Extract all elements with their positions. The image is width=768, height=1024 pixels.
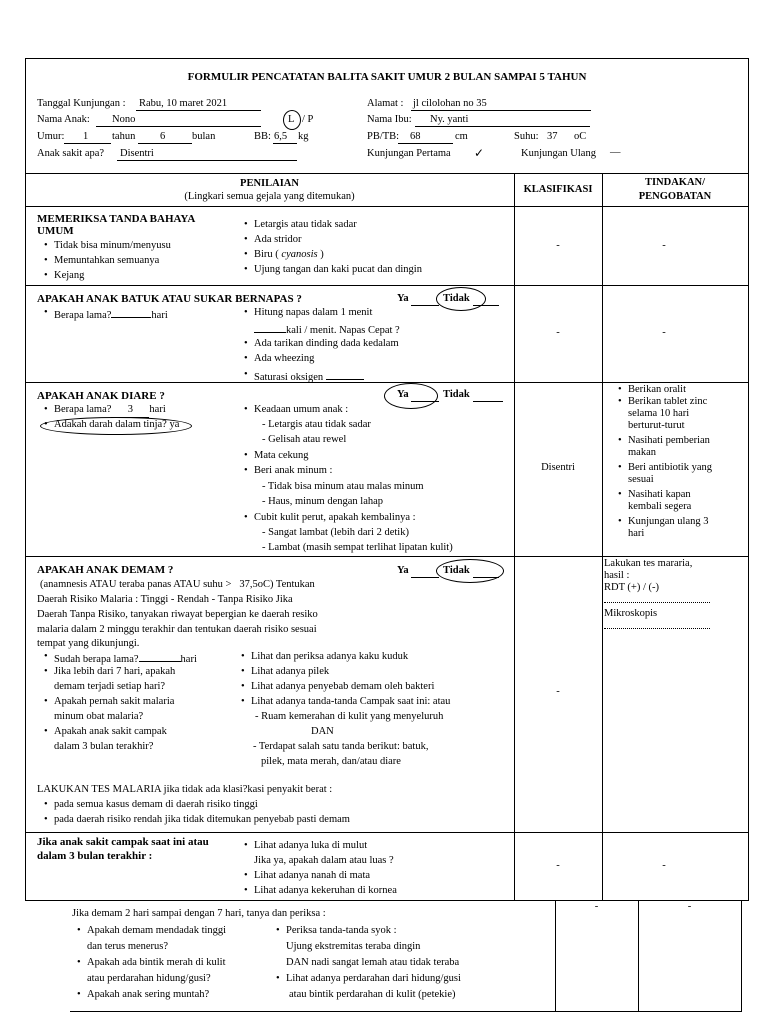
suhu-unit: oC: [574, 131, 587, 142]
dbd-right-item[interactable]: • Periksa tanda-tanda syok :: [286, 925, 397, 938]
bulan-label: bulan: [192, 131, 216, 142]
dbd-right-cont: atau bintik perdarahan di kulit (petekie): [289, 989, 456, 1000]
demam-right-sub: pilek, mata merah, dan/atau diare: [261, 756, 401, 767]
demam-left-cont: dalam 3 bulan terakhir?: [54, 741, 154, 752]
penilaian-subheader: (Lingkari semua gejala yang ditemukan): [184, 191, 355, 202]
batuk-saturasi-item[interactable]: [254, 369, 364, 385]
diare-lama-unit: hari: [149, 404, 166, 415]
napas-blank: [254, 322, 286, 333]
lower-col-right: [741, 900, 742, 1012]
form-title: FORMULIR PENCATATAN BALITA SAKIT UMUR 2 BULAN SAMPAI 5 TAHUN: [187, 71, 587, 83]
diare-tindakan-item: • Berikan tablet zinc: [628, 396, 707, 409]
lakukan-item: • pada semua kasus demam di daerah risiko tinggi: [54, 799, 258, 812]
diare-tindakan-cont: makan: [628, 447, 656, 458]
diare-right-item[interactable]: • Mata cekung: [254, 450, 309, 463]
batuk-lama-unit: hari: [151, 310, 168, 321]
row-divider-2: [25, 285, 749, 286]
diare-darah-item[interactable]: [54, 419, 179, 432]
diare-right-sub[interactable]: - Gelisah atau rewel: [262, 434, 347, 445]
diare-tindakan-cont: berturut-turut: [628, 420, 685, 431]
kunjungan-pertama-label: Kunjungan Pertama: [367, 148, 451, 159]
demam-right-item[interactable]: • Lihat adanya pilek: [251, 666, 329, 679]
dbd-heading: Jika demam 2 hari sampai dengan 7 hari, tanya dan periksa :: [72, 908, 326, 919]
darah-label: Adakah darah dalam tinja?: [54, 419, 167, 430]
bb-unit: kg: [298, 131, 309, 142]
bahaya-right-item-biru[interactable]: [254, 249, 324, 262]
diare-tindakan-item: • Nasihati kapan: [628, 489, 691, 502]
diare-tindakan-cont: sesuai: [628, 474, 654, 485]
bahaya-right-item[interactable]: • Ada stridor: [254, 234, 302, 247]
diare-right-sub[interactable]: - Sangat lambat (lebih dari 2 detik): [262, 527, 409, 538]
demam-rdt[interactable]: RDT (+) / (-): [604, 582, 660, 593]
bahaya-left-item[interactable]: • Tidak bisa minum/menyusu: [54, 240, 171, 253]
batuk-tidak-blank: [473, 293, 499, 306]
campak-right-item[interactable]: • Lihat adanya nanah di mata: [254, 870, 370, 883]
ibu-label: Nama Ibu:: [367, 114, 412, 125]
bahaya-left-item[interactable]: • Memuntahkan semuanya: [54, 255, 159, 268]
demam-left-item[interactable]: • Apakah anak sakit campak: [54, 726, 167, 739]
nama-anak-label: Nama Anak:: [37, 114, 90, 125]
bahaya-heading-2: UMUM: [37, 225, 74, 237]
demam-left-item[interactable]: • Jika lebih dari 7 hari, apakah: [54, 666, 175, 679]
demam-right-item[interactable]: • Lihat adanya penyebab demam oleh bakteri: [251, 681, 434, 694]
darah-ya: ya: [169, 419, 180, 430]
bahaya-tindakan: -: [662, 240, 666, 251]
demam-lama-item[interactable]: [54, 651, 197, 667]
bahaya-right-item[interactable]: • Ujung tangan dan kaki pucat dan dingin: [254, 264, 422, 277]
demam-tidak-blank: [473, 565, 499, 578]
demam-intro-line: Daerah Risiko Malaria : Tinggi - Rendah - Tanpa Risiko Jika: [37, 594, 293, 605]
col-tindakan-left: [602, 173, 603, 901]
ibu-value: Ny. yanti: [430, 114, 469, 125]
batuk-klasifikasi: -: [556, 327, 560, 338]
row-divider-5: [25, 832, 749, 833]
row-divider-4: [25, 556, 749, 557]
kunjungan-pertama-check[interactable]: ✓: [474, 146, 485, 160]
lower-bottom: [70, 1011, 742, 1012]
bahaya-left-item[interactable]: • Kejang: [54, 270, 84, 283]
diare-lama-value: 3: [111, 404, 149, 418]
alamat-value: jl cilolohan no 35: [413, 98, 487, 109]
demam-tindakan-line: Lakukan tes mararia,: [604, 558, 693, 569]
demam-lama-unit: hari: [180, 654, 197, 665]
diare-tidak[interactable]: Tidak: [443, 389, 470, 400]
header-divider: [25, 173, 749, 174]
campak-right-cont: Jika ya, apakah dalam atau luas ?: [254, 855, 394, 866]
diare-right-item[interactable]: • Cubit kulit perut, apakah kembalinya :: [254, 512, 416, 525]
nama-anak-value: Nono: [112, 114, 136, 125]
demam-intro-line-1: [40, 579, 315, 592]
campak-heading-1: Jika anak sakit campak saat ini atau: [37, 836, 209, 848]
cyanosis-text: cyanosis: [281, 249, 318, 260]
batuk-napas-item[interactable]: [254, 322, 400, 338]
diare-right-item[interactable]: • Beri anak minum :: [254, 465, 332, 478]
biru-text: Biru (: [254, 249, 279, 260]
campak-right-item[interactable]: • Lihat adanya kekeruhan di kornea: [254, 885, 397, 898]
diare-tindakan-item: • Beri antibiotik yang: [628, 462, 712, 475]
campak-tindakan: -: [662, 860, 666, 871]
diare-klasifikasi: Disentri: [541, 462, 575, 473]
dbd-right-item[interactable]: • Lihat adanya perdarahan dari hidung/gusi: [286, 973, 461, 986]
diare-lama-label: Berapa lama?: [54, 404, 112, 415]
diare-right-sub[interactable]: - Letargis atau tidak sadar: [262, 419, 371, 430]
diare-right-sub[interactable]: - Haus, minum dengan lahap: [262, 496, 384, 507]
col-klasifikasi-left: [514, 173, 515, 901]
pbtb-field[interactable]: [398, 131, 453, 144]
pbtb-label: PB/TB:: [367, 131, 400, 142]
lower-col-left: [555, 900, 556, 1012]
lakukan-item: • pada daerah risiko rendah jika tidak ditemukan penyebab pasti demam: [54, 814, 350, 827]
umur-tahun-value: 1: [83, 131, 89, 142]
diare-tindakan-cont: selama 10 hari: [628, 408, 690, 419]
diare-tindakan-item: • Nasihati pemberian: [628, 435, 710, 448]
demam-intro-line: tempat yang dikunjungi.: [37, 638, 140, 649]
row-divider-3: [25, 382, 749, 383]
sakit-label: Anak sakit apa?: [37, 148, 105, 159]
diare-heading: APAKAH ANAK DIARE ?: [37, 390, 165, 402]
dbd-right-cont: Ujung ekstremitas teraba dingin: [286, 941, 421, 952]
diare-right-sub[interactable]: - Lambat (masih sempat terlihat lipatan kulit): [262, 542, 453, 553]
batuk-ya-blank: [411, 293, 439, 306]
diare-tidak-blank: [473, 389, 503, 402]
pbtb-value: 68: [410, 131, 421, 142]
suhu-value[interactable]: 37: [547, 131, 558, 142]
sakit-value: Disentri: [120, 148, 154, 159]
batuk-lama-label: Berapa lama?: [54, 310, 112, 321]
frame-top: [25, 58, 749, 59]
biru-close: ): [320, 249, 324, 260]
lakukan-tes-malaria: LAKUKAN TES MALARIA jika tidak ada klasi?kasi penyakit berat :: [37, 784, 333, 795]
tindakan-header-2: PENGOBATAN: [638, 191, 712, 202]
demam-mikroskopis[interactable]: Mikroskopis: [604, 608, 658, 619]
demam-tindakan-line: hasil :: [604, 570, 630, 581]
klasifikasi-header: KLASIFIKASI: [523, 184, 593, 195]
campak-heading-2: dalam 3 bulan terakhir :: [37, 850, 153, 862]
tanggal-label: Tanggal Kunjungan :: [37, 98, 126, 109]
demam-intro-b: 37,5oC) Tentukan: [239, 579, 315, 590]
row-divider-1: [25, 206, 749, 207]
demam-left-item[interactable]: • Apakah pernah sakit malaria: [54, 696, 174, 709]
demam-right-item[interactable]: • Lihat dan periksa adanya kaku kuduk: [251, 651, 408, 664]
demam-klasifikasi: -: [556, 686, 560, 697]
dbd-klasifikasi: -: [594, 901, 599, 912]
demam-left-cont: demam terjadi setiap hari?: [54, 681, 166, 692]
suhu-label: Suhu:: [514, 131, 539, 142]
dbd-left-item[interactable]: • Apakah anak sering muntah?: [87, 989, 209, 1002]
diare-lama-item[interactable]: [54, 404, 166, 418]
bahaya-right-item[interactable]: • Letargis atau tidak sadar: [254, 219, 357, 232]
kunjungan-ulang-label: Kunjungan Ulang: [521, 148, 596, 159]
napas-label: kali / menit. Napas Cepat ?: [286, 325, 400, 336]
saturasi-blank: [326, 369, 364, 380]
demam-tidak[interactable]: Tidak: [443, 565, 470, 576]
bahaya-heading-1: MEMERIKSA TANDA BAHAYA: [37, 213, 196, 225]
rdt-dots: [604, 602, 710, 603]
frame-right: [748, 58, 749, 901]
demam-right-sub: DAN: [311, 726, 334, 737]
dbd-left-cont: dan terus menerus?: [87, 941, 169, 952]
batuk-right-item[interactable]: • Ada tarikan dinding dada kedalam: [254, 338, 399, 351]
batuk-heading: APAKAH ANAK BATUK ATAU SUKAR BERNAPAS ?: [37, 293, 302, 305]
batuk-tindakan: -: [662, 327, 666, 338]
dbd-right-cont: DAN nadi sangat lemah atau tidak teraba: [286, 957, 460, 968]
pbtb-unit: cm: [455, 131, 468, 142]
demam-lama-label: Sudah berapa lama?: [54, 654, 139, 665]
dbd-left-cont: atau perdarahan hidung/gusi?: [87, 973, 211, 984]
batuk-lama-item[interactable]: [54, 307, 168, 323]
alamat-label: Alamat :: [367, 98, 404, 109]
tindakan-header-1: TINDAKAN/: [644, 177, 706, 188]
dbd-left-item[interactable]: • Apakah ada bintik merah di kulit: [87, 957, 226, 970]
batuk-right-item[interactable]: • Ada wheezing: [254, 353, 314, 366]
demam-heading: APAKAH ANAK DEMAM ?: [37, 564, 174, 576]
demam-ya-blank: [411, 565, 439, 578]
diare-ya[interactable]: Ya: [397, 389, 409, 400]
diare-tindakan-cont: hari: [628, 528, 645, 539]
campak-right-item[interactable]: • Lihat adanya luka di mulut: [254, 840, 367, 853]
dbd-tindakan: -: [687, 901, 692, 912]
tanggal-value: Rabu, 10 maret 2021: [139, 98, 228, 109]
penilaian-header: PENILAIAN: [240, 178, 299, 189]
diare-tindakan-item: • Berikan oralit: [628, 384, 686, 397]
umur-label: Umur:: [37, 131, 65, 142]
dbd-left-item[interactable]: • Apakah demam mendadak tinggi: [87, 925, 226, 938]
mikroskopis-dots: [604, 628, 710, 629]
demam-right-sub[interactable]: - Terdapat salah satu tanda berikut: batuk,: [253, 741, 429, 752]
diare-right-item[interactable]: • Keadaan umum anak :: [254, 404, 348, 417]
bb-label: BB:: [254, 131, 271, 142]
batuk-lama-blank: [111, 307, 151, 318]
diare-tindakan-cont: kembali segera: [628, 501, 692, 512]
diare-right-sub[interactable]: - Tidak bisa minum atau malas minum: [262, 481, 424, 492]
diare-tindakan-item: • Kunjungan ulang 3: [628, 516, 709, 529]
batuk-ya[interactable]: Ya: [397, 293, 409, 304]
saturasi-label: Saturasi oksigen: [254, 372, 324, 383]
batuk-right-item[interactable]: • Hitung napas dalam 1 menit: [254, 307, 372, 320]
demam-left-cont: minum obat malaria?: [54, 711, 144, 722]
demam-lama-blank: [139, 651, 181, 662]
demam-intro-line: malaria dalam 2 minggu terakhir dan tentukan daerah risiko sesuai: [37, 624, 317, 635]
sex-l[interactable]: L: [288, 114, 295, 125]
bahaya-klasifikasi: -: [556, 240, 560, 251]
batuk-tidak[interactable]: Tidak: [443, 293, 470, 304]
demam-right-item[interactable]: • Lihat adanya tanda-tanda Campak saat ini: atau: [251, 696, 450, 709]
tahun-label: tahun: [112, 131, 136, 142]
lower-col-mid: [638, 900, 639, 1012]
diare-ya-blank: [411, 389, 439, 402]
demam-intro-line: Daerah Tanpa Risiko, tanyakan riwayat bepergian ke daerah resiko: [37, 609, 318, 620]
umur-bulan-value: 6: [160, 131, 166, 142]
sex-p[interactable]: / P: [302, 114, 314, 125]
demam-intro-a: (anamnesis ATAU teraba panas ATAU suhu >: [40, 579, 232, 590]
demam-right-sub[interactable]: - Ruam kemerahan di kulit yang menyeluruh: [255, 711, 444, 722]
kunjungan-ulang-mark[interactable]: —: [610, 147, 621, 158]
campak-klasifikasi: -: [556, 860, 560, 871]
demam-ya[interactable]: Ya: [397, 565, 409, 576]
bb-value: 6,5: [274, 131, 288, 142]
